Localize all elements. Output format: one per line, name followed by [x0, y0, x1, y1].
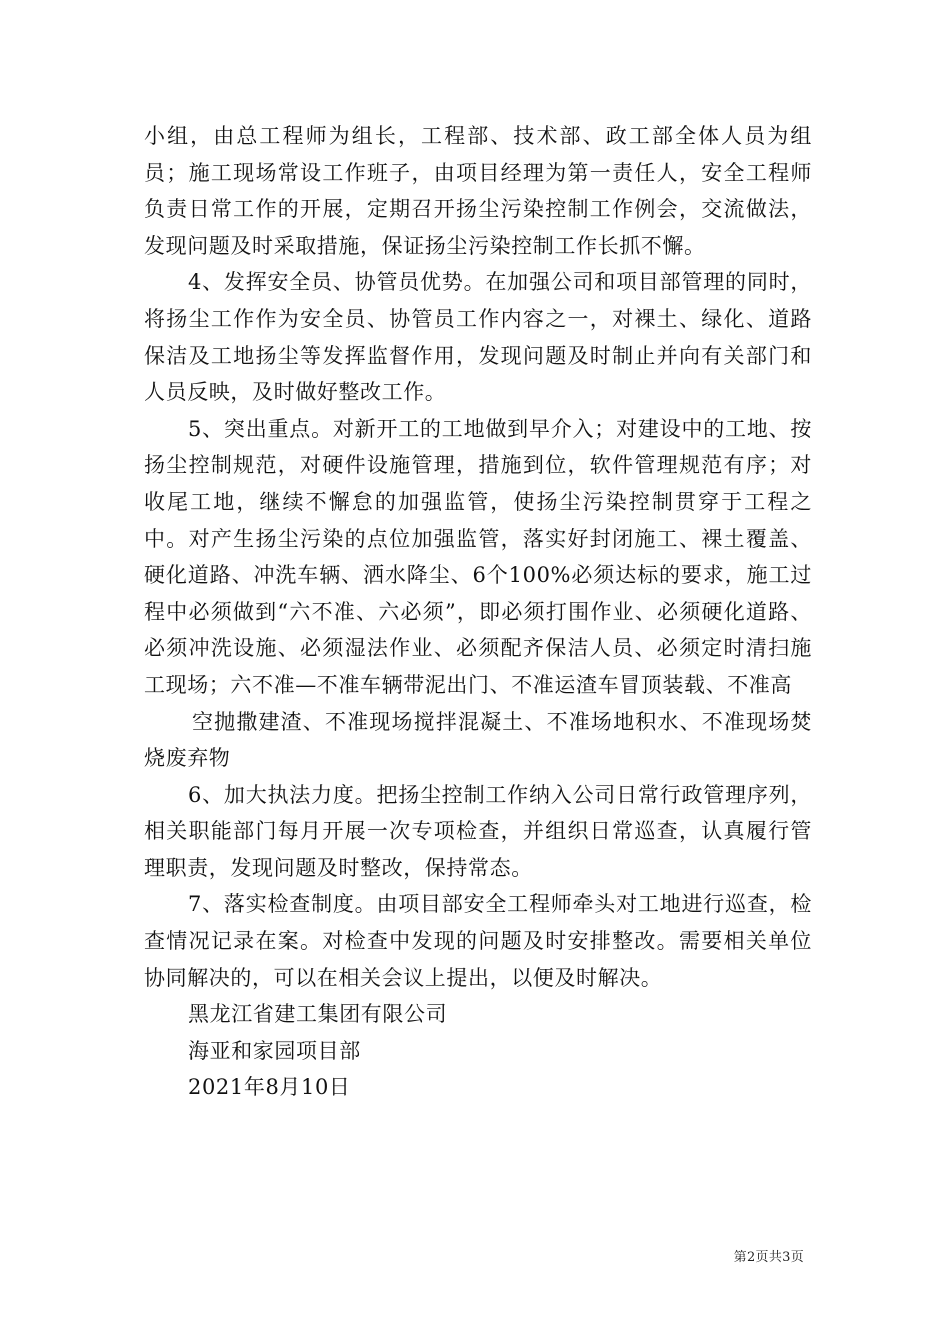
signature-company: 黑龙江省建工集团有限公司 [188, 1002, 448, 1027]
page-number: 第2页共3页 [733, 1250, 804, 1265]
signature-date: 2021年8月10日 [188, 1075, 351, 1100]
paragraph-item-5: 5、突出重点。对新开工的工地做到早介入；对建设中的工地、按扬尘控制规范，对硬件设施管理，措施到位，软件管理规范有序；对收尾工地，继续不懈怠的加强监管，使扬尘污染控制贯穿于工程之中。对产生扬尘污染的点位加强监管，落实好封闭施工、裸土覆盖、硬化道路、冲洗车辆、洒水降尘、6个100%必须达标的要求，施工过程中必须做到“六不准、六必须”，即必须打围作业、必须硬化道路、必须冲洗设施、必须湿法作业、必须配齐保洁人员、必须定时清扫施工现场；六不准—不准车辆带泥出门、不准运渣车冒顶装载、不准高 [144, 416, 812, 697]
paragraph-item-4: 4、发挥安全员、协管员优势。在加强公司和项目部管理的同时，将扬尘工作作为安全员、协管员工作内容之一，对裸土、绿化、道路保洁及工地扬尘等发挥监督作用，发现问题及时制止并向有关部门和人员反映，及时做好整改工作。 [144, 270, 812, 405]
document-body [144, 118, 812, 1106]
paragraph-continuation: 小组，由总工程师为组长，工程部、技术部、政工部全体人员为组员；施工现场常设工作班子，由项目经理为第一责任人，安全工程师负责日常工作的开展，定期召开扬尘污染控制工作例会，交流做法，发现问题及时采取措施，保证扬尘污染控制工作长抓不懈。 [144, 124, 812, 258]
paragraph-item-5-continued: 空抛撒建渣、不准现场搅拌混凝土、不准场地积水、不准现场焚烧废弃物 [144, 709, 812, 771]
paragraph-item-7: 7、落实检查制度。由项目部安全工程师牵头对工地进行巡查，检查情况记录在案。对检查中发现的问题及时安排整改。需要相关单位协同解决的，可以在相关会议上提出，以便及时解决。 [144, 892, 812, 990]
signature-department: 海亚和家园项目部 [188, 1038, 361, 1063]
paragraph-item-6: 6、加大执法力度。把扬尘控制工作纳入公司日常行政管理序列，相关职能部门每月开展一次专项检查，并组织日常巡查，认真履行管理职责，发现问题及时整改，保持常态。 [144, 782, 812, 880]
